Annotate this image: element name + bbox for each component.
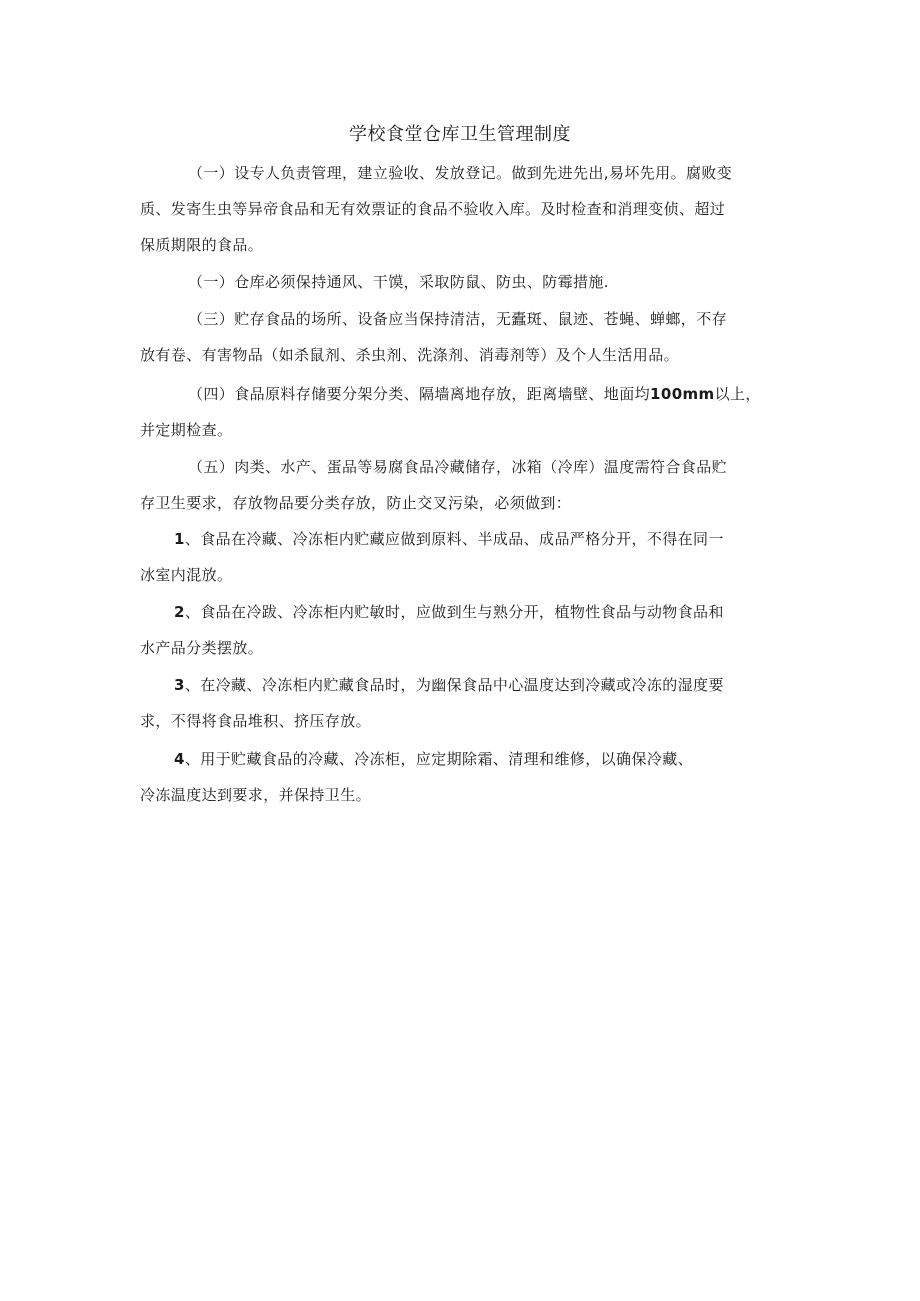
text-line: 冷冻温度达到要求，并保持卫生。: [140, 786, 372, 804]
paragraph-1: [140, 155, 800, 263]
paragraph-3: [140, 301, 800, 373]
text-segment: 以上，: [714, 385, 761, 403]
text-line: 保质期限的食品。: [140, 236, 264, 254]
list-item-4: [140, 741, 800, 813]
document-title: 学校食堂仓库卫生管理制度: [349, 124, 571, 145]
text-line: 放有卷、有害物品（如杀鼠剂、杀虫剂、洗涤剂、消毒剂等）及个人生活用品。: [140, 346, 680, 364]
text-line: 求，不得将食品堆积、挤压存放。: [140, 712, 372, 730]
text-line: （一）仓库必须保持通风、干馍，采取防鼠、防虫、防霉措施.: [188, 273, 609, 291]
paragraph-2: [140, 264, 800, 300]
list-item-2: [140, 594, 800, 666]
measurement-value: 100mm: [650, 385, 715, 403]
list-item-1: [140, 521, 800, 593]
text-line: 水产品分类摆放。: [140, 639, 264, 657]
text-line: [140, 376, 800, 412]
text-segment: 、食品在冷藏、冷冻柜内贮藏应做到原料、半成品、成品严格分开，不得在同一: [184, 530, 724, 548]
text-segment: （四）食品原料存储要分架分类、隔墙离地存放，距离墙壁、地面均: [188, 385, 651, 403]
list-item-3: [140, 667, 800, 739]
text-line: 并定期检查。: [140, 421, 233, 439]
paragraph-5: [140, 449, 800, 521]
text-line: [140, 741, 800, 777]
item-number: 4: [174, 750, 185, 768]
text-line: [140, 521, 800, 557]
text-line: 存卫生要求，存放物品要分类存放，防止交叉污染，必须做到：: [140, 494, 572, 512]
text-line: [140, 667, 800, 703]
item-number: 2: [174, 603, 185, 621]
paragraph-4: [140, 376, 800, 448]
item-number: 3: [174, 676, 185, 694]
text-segment: 、在冷藏、冷冻柜内贮藏食品时，为幽保食品中心温度达到冷藏或冷冻的湿度要: [184, 676, 724, 694]
text-line: （五）肉类、水产、蛋品等易腐食品冷藏储存，冰箱（冷库）温度需符合食品贮: [188, 458, 728, 476]
text-line: （一）设专人负责管理，建立验收、发放登记。做到先进先出,易坏先用。腐败变: [188, 164, 733, 182]
text-line: [140, 594, 800, 630]
text-line: 质、发寄生虫等异帝食品和无有效票证的食品不验收入库。及时检查和消理变侦、超过: [140, 200, 726, 218]
text-segment: 、用于贮藏食品的冷藏、冷冻柜，应定期除霜、清理和维修，以确保冷藏、: [184, 750, 694, 768]
item-number: 1: [174, 530, 185, 548]
text-segment: 、食品在冷跋、冷冻柜内贮敏时，应做到生与熟分开，植物性食品与动物食品和: [184, 603, 724, 621]
text-line: （三）贮存食品的场所、设备应当保持清洁，无蠹斑、鼠迹、苍蝇、蝉螂，不存: [188, 310, 728, 328]
text-line: 冰室内混放。: [140, 566, 233, 584]
